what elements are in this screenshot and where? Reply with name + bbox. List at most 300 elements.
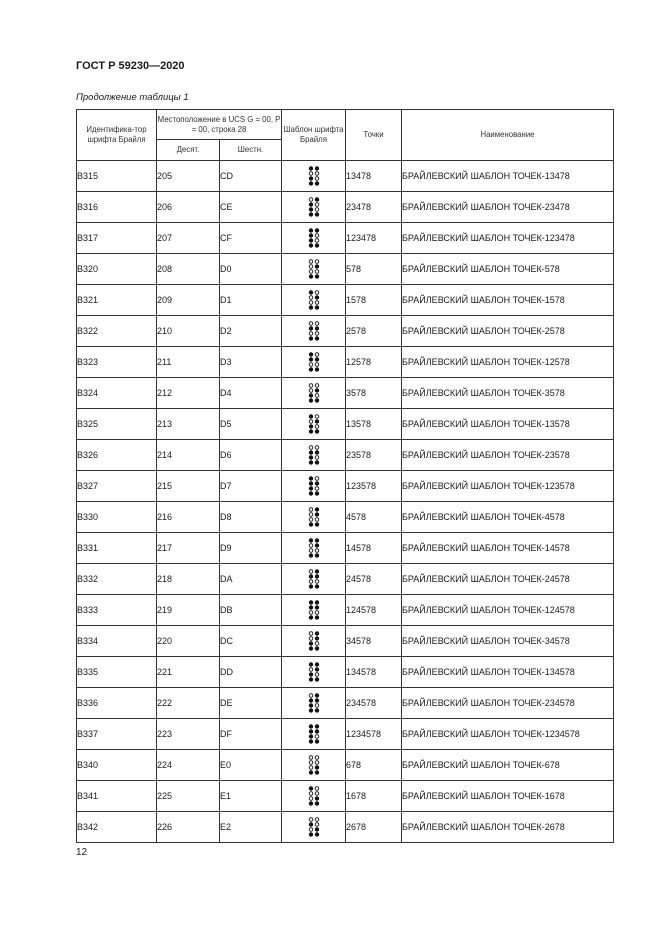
- braille-dot-raised: [314, 574, 318, 578]
- braille-dot-empty: [309, 389, 313, 393]
- cell-decimal: 225: [157, 781, 220, 812]
- braille-dot-raised: [308, 641, 312, 645]
- table-row: [77, 502, 614, 533]
- braille-dot-raised: [314, 553, 318, 557]
- braille-dot-empty: [315, 818, 319, 822]
- braille-dot-empty: [315, 477, 319, 481]
- braille-dot-empty: [309, 198, 313, 202]
- braille-dot-empty: [309, 544, 313, 548]
- cell-decimal: 219: [157, 595, 220, 626]
- table-row: [77, 347, 614, 378]
- braille-dot-raised: [314, 336, 318, 340]
- braille-dot-raised: [314, 357, 318, 361]
- braille-dot-empty: [309, 694, 313, 698]
- braille-dot-raised: [308, 553, 312, 557]
- braille-dot-raised: [308, 708, 312, 712]
- cell-name: БРАЙЛЕВСКИЙ ШАБЛОН ТОЧЕК-13578: [402, 409, 614, 440]
- cell-hex: D4: [220, 378, 282, 409]
- cell-decimal: 217: [157, 533, 220, 564]
- cell-dots: 1234578: [346, 719, 402, 750]
- braille-dot-raised: [314, 367, 318, 371]
- braille-dot-raised: [308, 207, 312, 211]
- braille-dot-raised: [314, 600, 318, 604]
- braille-dot-raised: [314, 646, 318, 650]
- braille-pattern-icon: [308, 259, 320, 279]
- braille-dot-empty: [315, 787, 319, 791]
- cell-name: БРАЙЛЕВСКИЙ ШАБЛОН ТОЧЕК-2678: [402, 812, 614, 843]
- braille-dot-raised: [314, 388, 318, 392]
- cell-hex: D7: [220, 471, 282, 502]
- braille-dot-raised: [314, 667, 318, 671]
- cell-name: БРАЙЛЕВСКИЙ ШАБЛОН ТОЧЕК-134578: [402, 657, 614, 688]
- braille-dot-raised: [308, 414, 312, 418]
- braille-pattern-icon: [308, 600, 320, 620]
- cell-dots: 1678: [346, 781, 402, 812]
- braille-dot-empty: [315, 239, 319, 243]
- braille-dot-raised: [308, 352, 312, 356]
- braille-dot-empty: [309, 797, 313, 801]
- cell-decimal: 214: [157, 440, 220, 471]
- header-id: Идентифика-тор шрифта Брайля: [77, 110, 157, 161]
- braille-dot-empty: [309, 668, 313, 672]
- cell-pattern: [282, 440, 346, 471]
- braille-dot-raised: [314, 662, 318, 666]
- braille-dot-empty: [309, 260, 313, 264]
- braille-dot-empty: [309, 296, 313, 300]
- cell-identifier: B340: [77, 750, 157, 781]
- braille-dot-empty: [315, 642, 319, 646]
- braille-dot-empty: [315, 756, 319, 760]
- table-row: [77, 657, 614, 688]
- braille-dot-raised: [314, 243, 318, 247]
- table-row: [77, 688, 614, 719]
- cell-name: БРАЙЛЕВСКИЙ ШАБЛОН ТОЧЕК-34578: [402, 626, 614, 657]
- braille-pattern-icon: [308, 693, 320, 713]
- braille-dot-empty: [315, 425, 319, 429]
- cell-identifier: B334: [77, 626, 157, 657]
- header-dots: Точки: [346, 110, 402, 161]
- braille-dot-raised: [308, 357, 312, 361]
- cell-hex: D1: [220, 285, 282, 316]
- table-row: [77, 378, 614, 409]
- header-dec: Десят.: [157, 140, 220, 161]
- cell-hex: DF: [220, 719, 282, 750]
- braille-dot-empty: [315, 673, 319, 677]
- cell-dots: 578: [346, 254, 402, 285]
- cell-identifier: B330: [77, 502, 157, 533]
- cell-name: БРАЙЛЕВСКИЙ ШАБЛОН ТОЧЕК-1578: [402, 285, 614, 316]
- braille-dot-empty: [315, 446, 319, 450]
- braille-dot-raised: [314, 569, 318, 573]
- braille-pattern-icon: [308, 383, 320, 403]
- cell-pattern: [282, 812, 346, 843]
- document-code: ГОСТ Р 59230—2020: [76, 60, 185, 72]
- braille-dot-raised: [308, 522, 312, 526]
- cell-pattern: [282, 192, 346, 223]
- cell-decimal: 209: [157, 285, 220, 316]
- braille-dot-raised: [308, 336, 312, 340]
- cell-decimal: 216: [157, 502, 220, 533]
- braille-pattern-icon: [308, 786, 320, 806]
- braille-dot-raised: [314, 770, 318, 774]
- braille-dot-raised: [314, 274, 318, 278]
- cell-pattern: [282, 719, 346, 750]
- braille-dot-empty: [309, 518, 313, 522]
- braille-dot-empty: [315, 792, 319, 796]
- cell-dots: 23478: [346, 192, 402, 223]
- braille-dot-empty: [315, 823, 319, 827]
- cell-name: БРАЙЛЕВСКИЙ ШАБЛОН ТОЧЕК-1234578: [402, 719, 614, 750]
- cell-pattern: [282, 626, 346, 657]
- braille-dot-raised: [314, 631, 318, 635]
- braille-dot-raised: [308, 326, 312, 330]
- braille-dot-empty: [315, 704, 319, 708]
- braille-dot-empty: [309, 580, 313, 584]
- braille-dot-raised: [314, 584, 318, 588]
- cell-hex: E1: [220, 781, 282, 812]
- braille-dot-raised: [308, 486, 312, 490]
- cell-decimal: 212: [157, 378, 220, 409]
- braille-dot-empty: [315, 234, 319, 238]
- braille-dot-empty: [309, 637, 313, 641]
- cell-dots: 14578: [346, 533, 402, 564]
- braille-dot-raised: [314, 197, 318, 201]
- braille-dot-raised: [314, 543, 318, 547]
- cell-dots: 123478: [346, 223, 402, 254]
- braille-dot-empty: [315, 518, 319, 522]
- braille-dot-raised: [314, 326, 318, 330]
- braille-dot-raised: [308, 538, 312, 542]
- cell-identifier: B326: [77, 440, 157, 471]
- braille-pattern-icon: [308, 414, 320, 434]
- cell-dots: 12578: [346, 347, 402, 378]
- cell-pattern: [282, 378, 346, 409]
- braille-dot-raised: [314, 264, 318, 268]
- cell-hex: D6: [220, 440, 282, 471]
- cell-identifier: B337: [77, 719, 157, 750]
- cell-name: БРАЙЛЕВСКИЙ ШАБЛОН ТОЧЕК-234578: [402, 688, 614, 719]
- braille-dot-empty: [315, 415, 319, 419]
- cell-pattern: [282, 595, 346, 626]
- cell-dots: 1578: [346, 285, 402, 316]
- braille-dot-raised: [308, 233, 312, 237]
- cell-name: БРАЙЛЕВСКИЙ ШАБЛОН ТОЧЕК-1678: [402, 781, 614, 812]
- braille-pattern-icon: [308, 166, 320, 186]
- braille-dot-raised: [314, 491, 318, 495]
- braille-dot-raised: [314, 512, 318, 516]
- braille-dot-raised: [308, 724, 312, 728]
- cell-decimal: 206: [157, 192, 220, 223]
- braille-dot-raised: [308, 305, 312, 309]
- cell-dots: 124578: [346, 595, 402, 626]
- cell-hex: E2: [220, 812, 282, 843]
- cell-pattern: [282, 533, 346, 564]
- braille-dot-raised: [314, 419, 318, 423]
- braille-dot-raised: [314, 693, 318, 697]
- braille-dot-empty: [309, 766, 313, 770]
- cell-pattern: [282, 223, 346, 254]
- cell-identifier: B324: [77, 378, 157, 409]
- table-row: [77, 223, 614, 254]
- page-number: 12: [76, 847, 88, 858]
- braille-dot-empty: [309, 549, 313, 553]
- header-pattern: Шаблон шрифта Брайля: [282, 110, 346, 161]
- cell-hex: DB: [220, 595, 282, 626]
- cell-pattern: [282, 254, 346, 285]
- braille-pattern-icon: [308, 476, 320, 496]
- table-row: [77, 750, 614, 781]
- braille-dot-raised: [314, 832, 318, 836]
- braille-dot-empty: [315, 384, 319, 388]
- cell-dots: 13578: [346, 409, 402, 440]
- cell-dots: 234578: [346, 688, 402, 719]
- cell-hex: DE: [220, 688, 282, 719]
- braille-dot-raised: [308, 424, 312, 428]
- braille-dot-raised: [308, 822, 312, 826]
- braille-dot-raised: [314, 481, 318, 485]
- cell-pattern: [282, 564, 346, 595]
- table-row: [77, 595, 614, 626]
- cell-pattern: [282, 471, 346, 502]
- braille-dot-raised: [308, 398, 312, 402]
- braille-dot-raised: [314, 429, 318, 433]
- cell-decimal: 221: [157, 657, 220, 688]
- cell-decimal: 223: [157, 719, 220, 750]
- cell-name: БРАЙЛЕВСКИЙ ШАБЛОН ТОЧЕК-23478: [402, 192, 614, 223]
- cell-dots: 4578: [346, 502, 402, 533]
- table-row: [77, 161, 614, 192]
- cell-dots: 123578: [346, 471, 402, 502]
- cell-identifier: B321: [77, 285, 157, 316]
- braille-dot-empty: [315, 611, 319, 615]
- braille-dot-empty: [309, 301, 313, 305]
- braille-pattern-icon: [308, 724, 320, 744]
- cell-hex: DA: [220, 564, 282, 595]
- braille-dot-raised: [314, 605, 318, 609]
- braille-dot-raised: [314, 796, 318, 800]
- braille-dot-raised: [308, 770, 312, 774]
- cell-decimal: 211: [157, 347, 220, 378]
- braille-dot-raised: [314, 181, 318, 185]
- braille-dot-empty: [315, 291, 319, 295]
- braille-dot-raised: [314, 212, 318, 216]
- braille-dot-raised: [308, 605, 312, 609]
- braille-dot-raised: [308, 801, 312, 805]
- braille-pattern-icon: [308, 228, 320, 248]
- braille-dot-raised: [308, 786, 312, 790]
- braille-dot-raised: [308, 672, 312, 676]
- braille-pattern-icon: [308, 538, 320, 558]
- cell-name: БРАЙЛЕВСКИЙ ШАБЛОН ТОЧЕК-2578: [402, 316, 614, 347]
- braille-dot-raised: [308, 584, 312, 588]
- braille-dot-empty: [309, 270, 313, 274]
- cell-pattern: [282, 161, 346, 192]
- braille-dot-raised: [308, 662, 312, 666]
- braille-dot-raised: [308, 166, 312, 170]
- braille-pattern-icon: [308, 507, 320, 527]
- cell-identifier: B315: [77, 161, 157, 192]
- table-row: [77, 781, 614, 812]
- cell-name: БРАЙЛЕВСКИЙ ШАБЛОН ТОЧЕК-678: [402, 750, 614, 781]
- cell-identifier: B335: [77, 657, 157, 688]
- cell-identifier: B341: [77, 781, 157, 812]
- cell-dots: 13478: [346, 161, 402, 192]
- cell-decimal: 218: [157, 564, 220, 595]
- table-row: [77, 533, 614, 564]
- braille-dot-raised: [314, 507, 318, 511]
- braille-dot-empty: [315, 353, 319, 357]
- braille-dot-raised: [308, 455, 312, 459]
- braille-dot-raised: [314, 724, 318, 728]
- braille-dot-empty: [309, 756, 313, 760]
- cell-decimal: 207: [157, 223, 220, 254]
- braille-pattern-icon: [308, 569, 320, 589]
- braille-dot-raised: [314, 398, 318, 402]
- braille-dot-empty: [309, 632, 313, 636]
- cell-identifier: B336: [77, 688, 157, 719]
- braille-dot-empty: [315, 363, 319, 367]
- braille-dot-raised: [314, 739, 318, 743]
- cell-decimal: 210: [157, 316, 220, 347]
- braille-dot-empty: [315, 260, 319, 264]
- braille-dot-raised: [308, 832, 312, 836]
- cell-hex: DC: [220, 626, 282, 657]
- cell-name: БРАЙЛЕВСКИЙ ШАБЛОН ТОЧЕК-578: [402, 254, 614, 285]
- cell-dots: 34578: [346, 626, 402, 657]
- table-caption: Продолжение таблицы 1: [76, 92, 189, 103]
- cell-pattern: [282, 409, 346, 440]
- braille-dot-empty: [309, 818, 313, 822]
- braille-dot-raised: [314, 450, 318, 454]
- cell-identifier: B316: [77, 192, 157, 223]
- braille-dot-raised: [314, 295, 318, 299]
- braille-dot-empty: [315, 549, 319, 553]
- cell-pattern: [282, 688, 346, 719]
- cell-pattern: [282, 285, 346, 316]
- cell-dots: 24578: [346, 564, 402, 595]
- braille-dot-raised: [308, 734, 312, 738]
- cell-decimal: 208: [157, 254, 220, 285]
- braille-dot-raised: [308, 460, 312, 464]
- cell-name: БРАЙЛЕВСКИЙ ШАБЛОН ТОЧЕК-124578: [402, 595, 614, 626]
- cell-pattern: [282, 750, 346, 781]
- table-row: [77, 440, 614, 471]
- braille-dot-empty: [315, 270, 319, 274]
- braille-dot-raised: [314, 801, 318, 805]
- cell-hex: D9: [220, 533, 282, 564]
- cell-hex: CD: [220, 161, 282, 192]
- braille-dot-empty: [315, 322, 319, 326]
- braille-dot-raised: [308, 367, 312, 371]
- cell-hex: DD: [220, 657, 282, 688]
- braille-dot-raised: [308, 703, 312, 707]
- cell-name: БРАЙЛЕВСКИЙ ШАБЛОН ТОЧЕК-14578: [402, 533, 614, 564]
- braille-dot-raised: [308, 729, 312, 733]
- cell-pattern: [282, 347, 346, 378]
- cell-decimal: 226: [157, 812, 220, 843]
- cell-decimal: 224: [157, 750, 220, 781]
- braille-dot-raised: [314, 615, 318, 619]
- braille-pattern-icon: [308, 631, 320, 651]
- braille-pattern-icon: [308, 817, 320, 837]
- braille-dot-empty: [309, 332, 313, 336]
- braille-pattern-icon: [308, 321, 320, 341]
- cell-name: БРАЙЛЕВСКИЙ ШАБЛОН ТОЧЕК-123578: [402, 471, 614, 502]
- cell-dots: 3578: [346, 378, 402, 409]
- braille-dot-empty: [315, 332, 319, 336]
- braille-dot-raised: [314, 729, 318, 733]
- table-row: [77, 471, 614, 502]
- table-row: [77, 285, 614, 316]
- braille-dot-raised: [308, 243, 312, 247]
- braille-dot-raised: [314, 698, 318, 702]
- header-hex: Шестн.: [220, 140, 282, 161]
- table-row: [77, 564, 614, 595]
- braille-dot-raised: [308, 393, 312, 397]
- braille-dot-raised: [314, 166, 318, 170]
- braille-dot-raised: [308, 677, 312, 681]
- braille-dot-empty: [315, 456, 319, 460]
- table-row: [77, 812, 614, 843]
- braille-dot-raised: [308, 290, 312, 294]
- braille-pattern-icon: [308, 290, 320, 310]
- braille-dot-empty: [309, 384, 313, 388]
- braille-pattern-icon: [308, 755, 320, 775]
- braille-dot-empty: [309, 446, 313, 450]
- cell-hex: CE: [220, 192, 282, 223]
- cell-name: БРАЙЛЕВСКИЙ ШАБЛОН ТОЧЕК-123478: [402, 223, 614, 254]
- braille-dot-empty: [309, 363, 313, 367]
- cell-name: БРАЙЛЕВСКИЙ ШАБЛОН ТОЧЕК-13478: [402, 161, 614, 192]
- braille-dot-raised: [314, 538, 318, 542]
- braille-dot-raised: [308, 450, 312, 454]
- braille-dot-raised: [308, 698, 312, 702]
- cell-identifier: B323: [77, 347, 157, 378]
- cell-identifier: B333: [77, 595, 157, 626]
- cell-decimal: 215: [157, 471, 220, 502]
- cell-hex: D8: [220, 502, 282, 533]
- braille-table: [76, 109, 614, 843]
- braille-dot-empty: [315, 487, 319, 491]
- cell-identifier: B342: [77, 812, 157, 843]
- braille-dot-empty: [315, 394, 319, 398]
- braille-dot-empty: [309, 570, 313, 574]
- table-row: [77, 192, 614, 223]
- braille-dot-raised: [314, 677, 318, 681]
- cell-pattern: [282, 657, 346, 688]
- cell-identifier: B322: [77, 316, 157, 347]
- cell-identifier: B325: [77, 409, 157, 440]
- braille-dot-empty: [315, 172, 319, 176]
- cell-hex: D2: [220, 316, 282, 347]
- braille-dot-raised: [308, 228, 312, 232]
- cell-hex: D0: [220, 254, 282, 285]
- braille-dot-raised: [314, 827, 318, 831]
- cell-dots: 2678: [346, 812, 402, 843]
- cell-dots: 23578: [346, 440, 402, 471]
- cell-identifier: B332: [77, 564, 157, 595]
- cell-pattern: [282, 316, 346, 347]
- header-ucs: Местоположение в UCS G = 00, P = 00, строка 28: [157, 110, 282, 140]
- braille-dot-empty: [315, 177, 319, 181]
- braille-dot-raised: [314, 765, 318, 769]
- braille-dot-empty: [309, 611, 313, 615]
- braille-dot-empty: [315, 301, 319, 305]
- braille-dot-raised: [314, 636, 318, 640]
- braille-dot-raised: [308, 274, 312, 278]
- braille-dot-raised: [308, 212, 312, 216]
- braille-dot-empty: [309, 420, 313, 424]
